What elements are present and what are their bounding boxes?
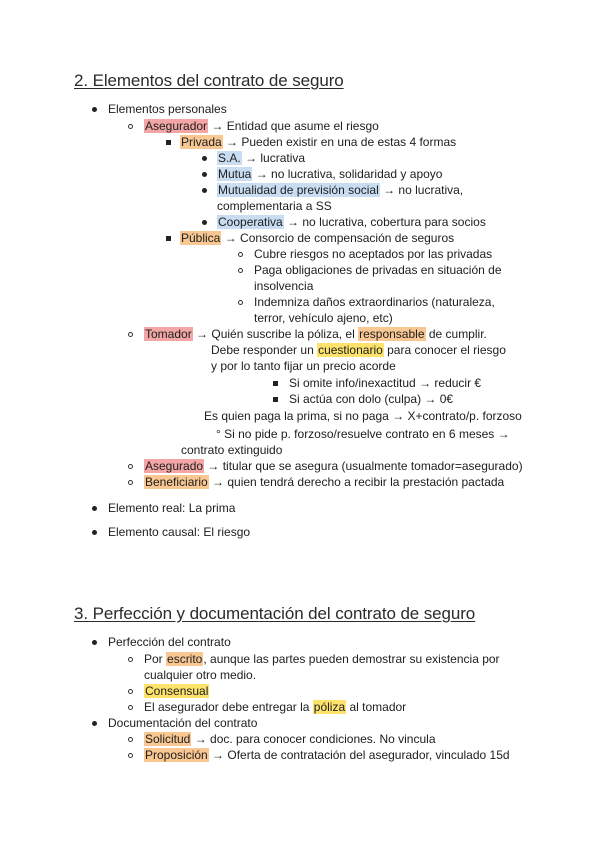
highlight-beneficiario: Beneficiario [145, 475, 208, 489]
item-tomador-line2: Debe responder un cuestionario para conocer el riesgo [211, 343, 506, 357]
item-proposicion: Proposición → Oferta de contratación del asegurador, vinculado 15d [145, 748, 510, 762]
item-tomador-line3: y por lo tanto fijar un precio acorde [211, 359, 396, 373]
highlight-cuestionario: cuestionario [318, 343, 383, 357]
highlight-sa: S.A. [218, 151, 241, 165]
item-publica-3-cont: terror, vehículo ajeno, etc) [254, 311, 393, 325]
item-tomador-sub1: Si omite info/inexactitud → reducir € [289, 376, 482, 390]
item-mutua: Mutua → no lucrativa, solidaridad y apoyo [218, 167, 443, 181]
item-escrito-cont: cualquier otro medio. [144, 668, 257, 682]
bullet-square [166, 236, 171, 241]
item-publica: Pública → Consorcio de compensación de seguros [181, 231, 455, 245]
item-privada: Privada → Pueden existir en una de estas 4 formas [181, 135, 457, 149]
bullet-square [273, 381, 278, 386]
item-asegurador: Asegurador → Entidad que asume el riesgo [145, 119, 379, 133]
bullet-circle [238, 268, 243, 273]
bullet-disc [202, 156, 207, 161]
bullet-circle [128, 332, 133, 337]
bullet-disc [202, 220, 207, 225]
highlight-cooperativa: Cooperativa [218, 215, 283, 229]
bullet-circle [238, 252, 243, 257]
highlight-solicitud: Solicitud [145, 732, 191, 746]
bullet-square [166, 140, 171, 145]
item-cooperativa: Cooperativa → no lucrativa, cobertura para socios [218, 215, 486, 229]
item-publica-1: Cubre riesgos no aceptados por las privadas [254, 247, 493, 261]
item-sa: S.A. → lucrativa [218, 151, 306, 165]
item-perfeccion: Perfección del contrato [108, 635, 231, 649]
section-3-heading: 3. Perfección y documentación del contrato de seguro [74, 604, 476, 623]
bullet-circle [128, 705, 133, 710]
item-solicitud: Solicitud → doc. para conocer condiciones. No vincula [145, 732, 436, 746]
bullet-disc [92, 640, 97, 645]
bullet-circle [128, 464, 133, 469]
bullet-circle [128, 753, 133, 758]
highlight-mutua: Mutua [218, 167, 252, 181]
highlight-escrito: escrito [167, 652, 203, 666]
item-tomador: Tomador → Quién suscribe la póliza, el responsable de cumplir. [145, 327, 487, 341]
item-elementos-personales: Elementos personales [108, 102, 227, 116]
bullet-circle [238, 300, 243, 305]
highlight-privada: Privada [181, 135, 222, 149]
section-2-heading: 2. Elementos del contrato de seguro [74, 71, 344, 90]
item-beneficiario: Beneficiario → quien tendrá derecho a recibir la prestación pactada [145, 475, 505, 489]
highlight-asegurado: Asegurado [145, 459, 204, 473]
item-elemento-real: Elemento real: La prima [108, 501, 236, 515]
highlight-responsable: responsable [359, 327, 425, 341]
highlight-tomador: Tomador [145, 327, 192, 341]
item-tomador-line6: contrato extinguido [181, 443, 283, 457]
bullet-circle [128, 480, 133, 485]
item-tomador-line5: ° Si no pide p. forzoso/resuelve contrato en 6 meses → [216, 427, 510, 441]
item-publica-2: Paga obligaciones de privadas en situación de [254, 263, 502, 277]
item-documentacion: Documentación del contrato [108, 716, 258, 730]
item-poliza: El asegurador debe entregar la póliza al tomador [144, 700, 407, 714]
highlight-poliza: póliza [313, 700, 346, 714]
item-mutualidad-cont: complementaria a SS [217, 199, 332, 213]
highlight-consensual: Consensual [145, 684, 209, 698]
bullet-square [273, 397, 278, 402]
bullet-disc [202, 188, 207, 193]
item-mutualidad: Mutualidad de previsión social → no lucrativa, [218, 183, 464, 197]
highlight-proposicion: Proposición [145, 748, 208, 762]
bullet-disc [92, 721, 97, 726]
bullet-disc [92, 107, 97, 112]
bullet-circle [128, 737, 133, 742]
bullet-disc [92, 530, 97, 535]
item-tomador-sub2: Si actúa con dolo (culpa) → 0€ [289, 392, 454, 406]
item-elemento-causal: Elemento causal: El riesgo [108, 525, 251, 539]
highlight-asegurador: Asegurador [145, 119, 208, 133]
bullet-circle [128, 657, 133, 662]
bullet-circle [128, 124, 133, 129]
bullet-circle [128, 689, 133, 694]
item-consensual [144, 684, 209, 699]
item-publica-3: Indemniza daños extraordinarios (naturaleza, [254, 295, 495, 309]
bullet-disc [92, 506, 97, 511]
item-asegurado: Asegurado → titular que se asegura (usualmente tomador=asegurado) [145, 459, 523, 473]
bullet-disc [202, 172, 207, 177]
highlight-publica: Pública [181, 231, 221, 245]
item-tomador-line4: Es quien paga la prima, si no paga → X+contrato/p. forzoso [204, 409, 522, 423]
highlight-mutualidad: Mutualidad de previsión social [218, 183, 379, 197]
item-publica-2-cont: insolvencia [254, 279, 314, 293]
item-escrito: Por escrito, aunque las partes pueden demostrar su existencia por [144, 652, 500, 666]
